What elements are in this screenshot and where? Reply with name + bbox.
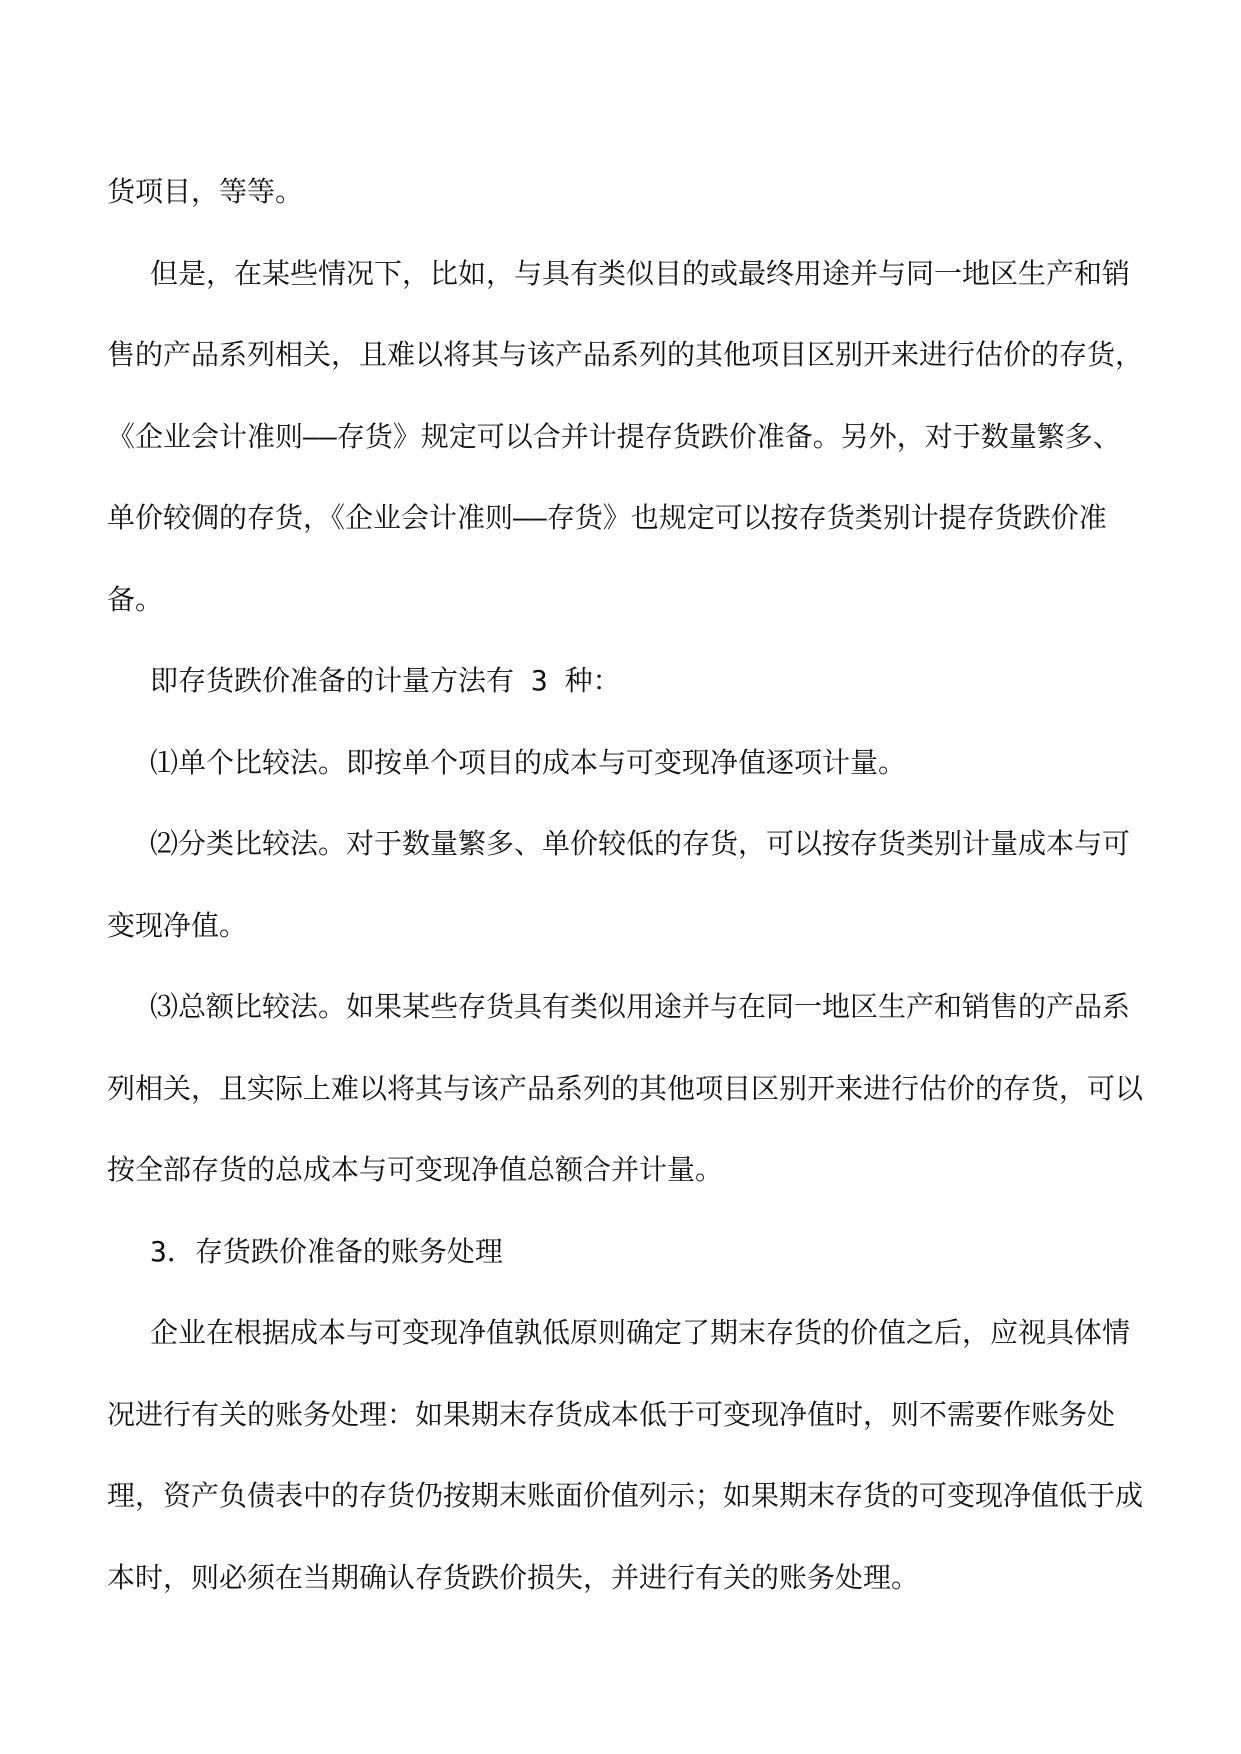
paragraph-continuation: 货项目，等等。 [107, 175, 304, 208]
section-heading-accounting: 3．存货跌价准备的账务处理 [150, 1234, 503, 1268]
list-item-category-comparison: ⑵分类比较法。对于数量繁多、单价较低的存货，可以按存货类别计量成本与可变现净值。 [107, 827, 1131, 942]
document-body [107, 151, 1147, 1618]
paragraph-accounting-treatment: 企业在根据成本与可变现净值孰低原则确定了期末存货的价值之后，应视具体情况进行有关的账务处理：如果期末存货成本低于可变现净值时，则不需要作账务处理，资产负债表中的存货仍按期末账面价值列示；如果期末存货的可变现净值低于成本时，则必须在当期确认存货跌价损失，并进行有关的账务处理。 [107, 1316, 1144, 1594]
list-item-total-comparison: ⑶总额比较法。如果某些存货具有类似用途并与在同一地区生产和销售的产品系列相关，且实际上难以将其与该产品系列的其他项目区别开来进行估价的存货，可以按全部存货的总成本与可变现净值总额合并计量。 [107, 990, 1144, 1186]
list-item-single-comparison: ⑴单个比较法。即按单个项目的成本与可变现净值逐项计量。 [150, 745, 907, 779]
paragraph-methods-intro: 即存货跌价准备的计量方法有 3 种： [150, 664, 621, 697]
paragraph-combined-provision: 但是，在某些情况下，比如，与具有类似目的或最终用途并与同一地区生产和销售的产品系列相关，且难以将其与该产品系列的其他项目区别开来进行估价的存货，《企业会计准则——存货》规定可以合并计提存货跌价准备。另外，对于数量繁多、单价较倜的存货，《企业会计准则——存货》也规定可以按存货类别计提存货跌价准备。 [107, 256, 1144, 616]
